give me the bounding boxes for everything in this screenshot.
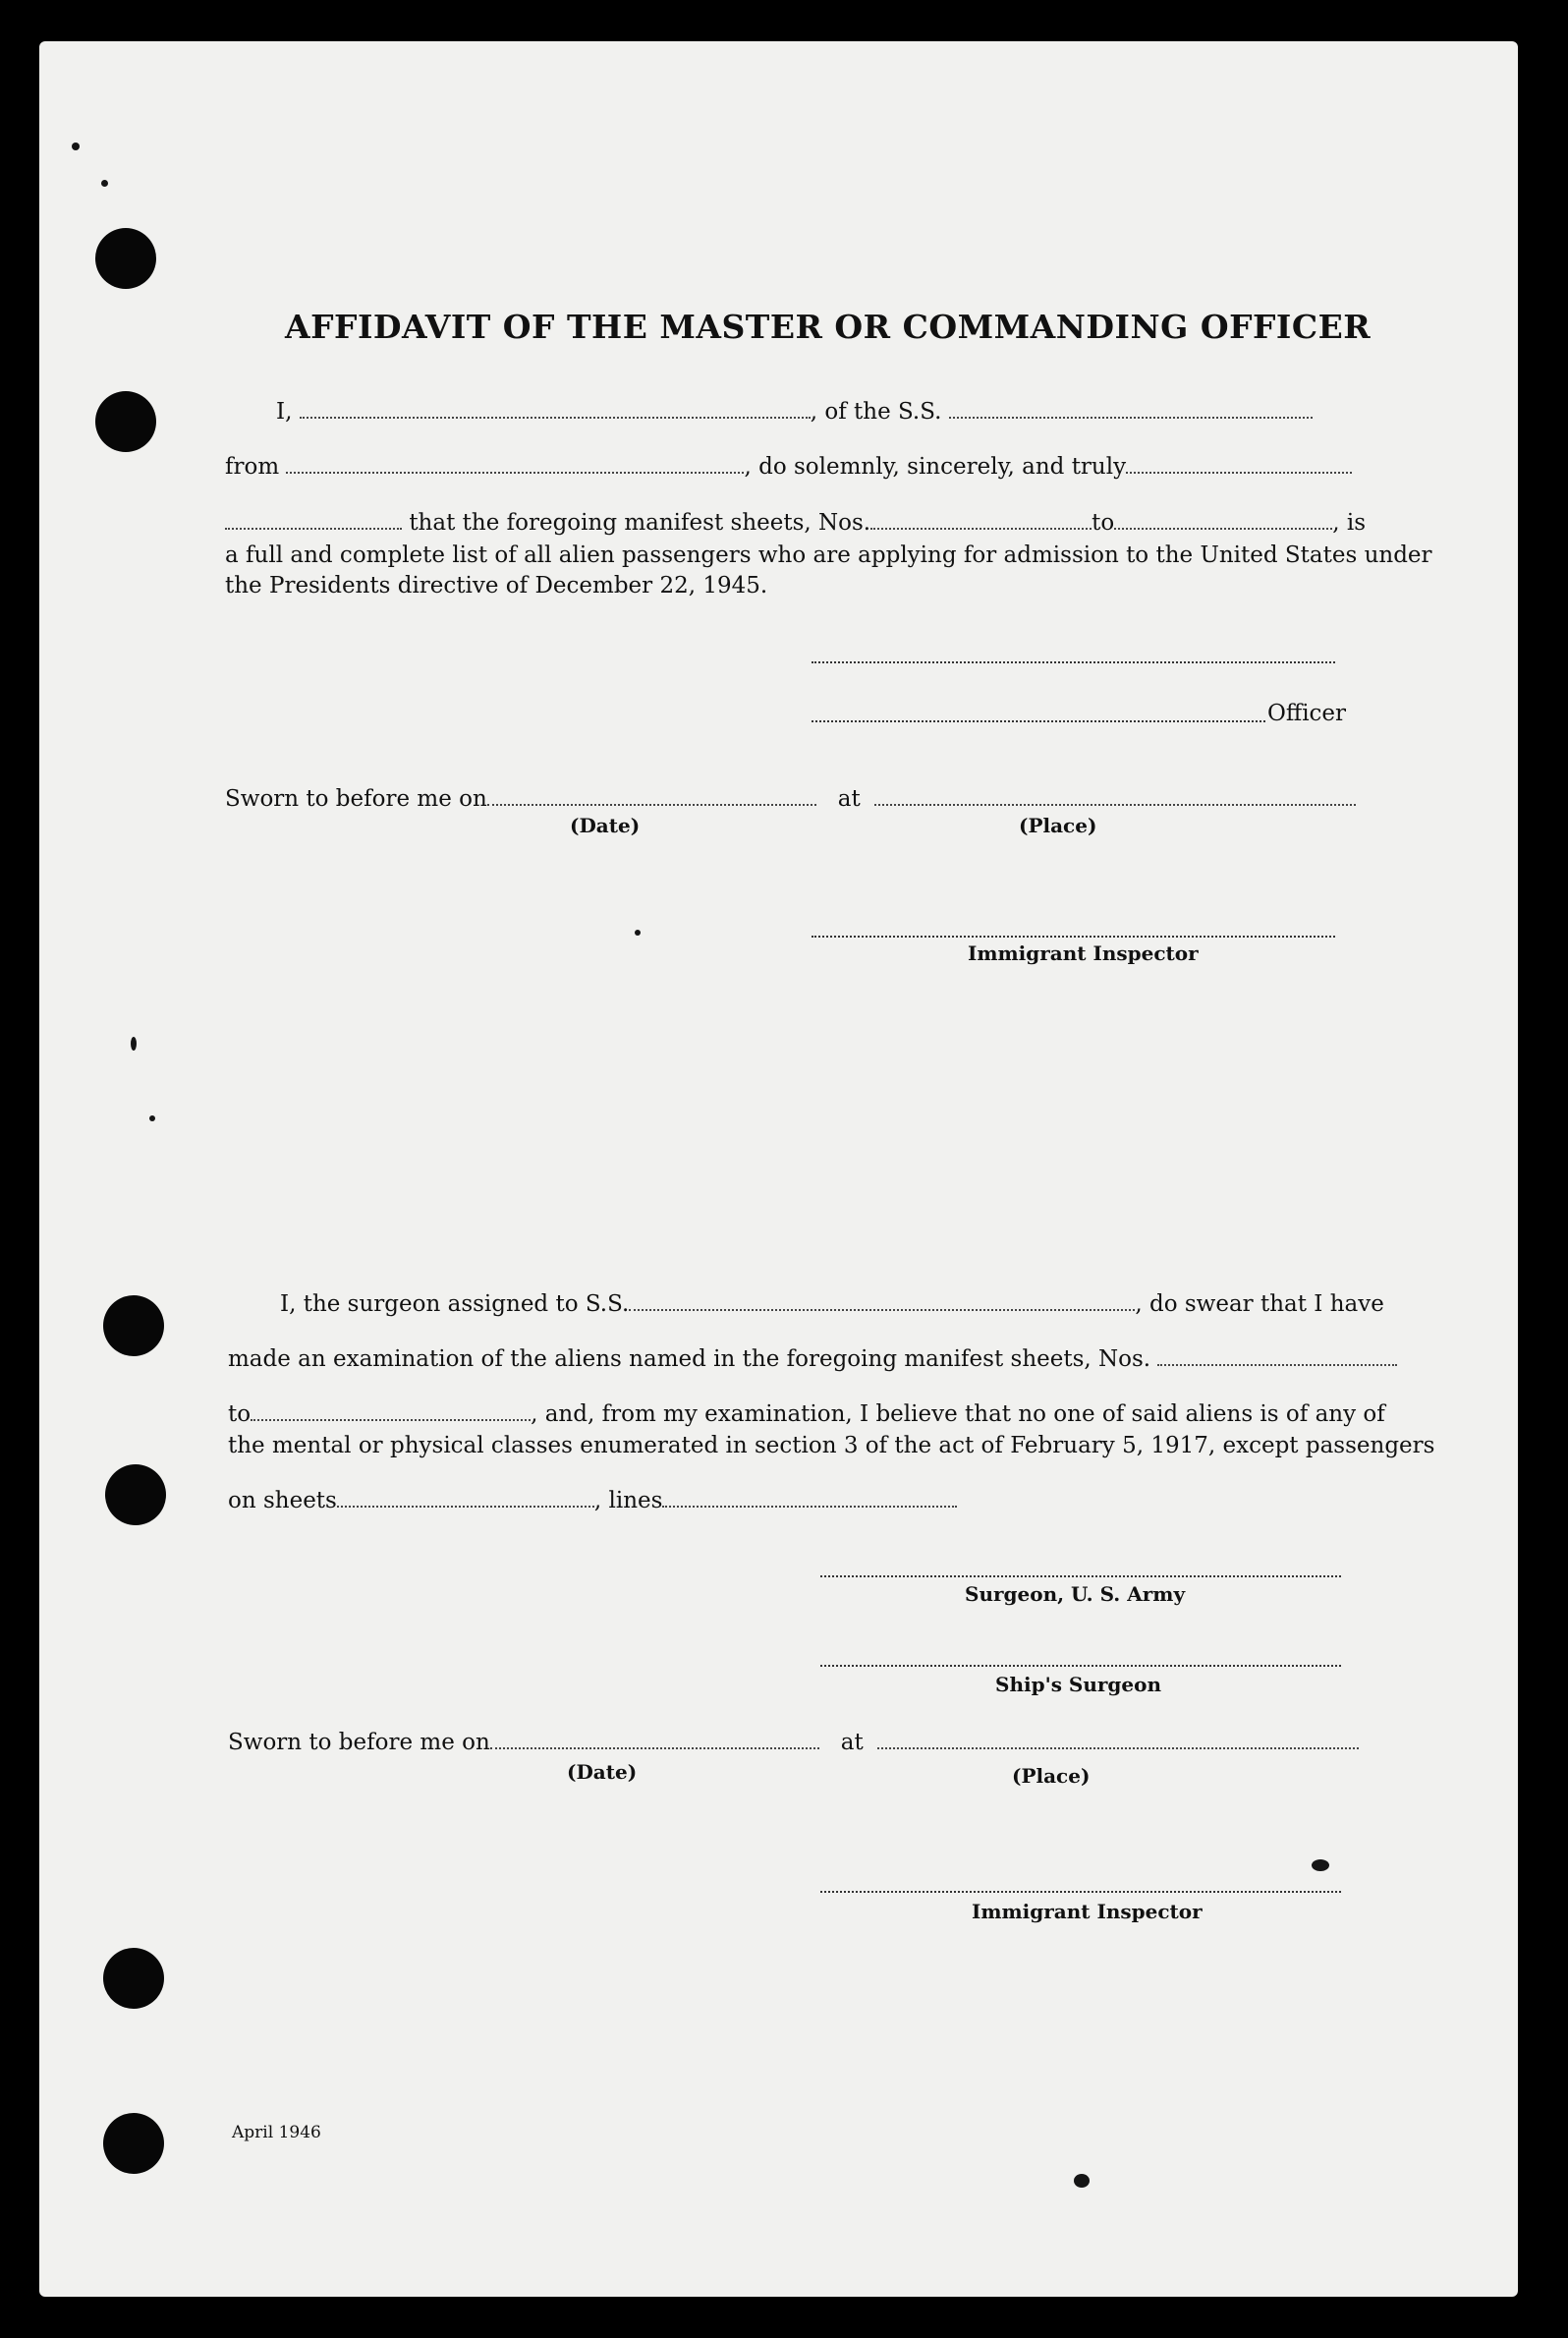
surgeon-l5-b: , lines xyxy=(593,1488,663,1513)
army-surgeon-signature-line[interactable] xyxy=(820,1575,1341,1577)
ink-speck xyxy=(101,180,108,187)
master-name-field[interactable] xyxy=(300,417,811,419)
surgeon-l5-a: on sheets xyxy=(228,1488,337,1513)
surgeon-l3-a: to xyxy=(228,1401,252,1427)
master-ship-field[interactable] xyxy=(949,417,1313,419)
master-inspector-line[interactable] xyxy=(812,936,1335,938)
master-oath-word-field[interactable] xyxy=(225,528,402,530)
surgeon-sheets-to-field[interactable] xyxy=(251,1419,531,1421)
surgeon-place-caption: (Place) xyxy=(1012,1764,1091,1788)
surgeon-sworn-label: Sworn to before me on xyxy=(228,1730,490,1755)
surgeon-l3-b: , and, from my examination, I believe that no one of said aliens is of any of xyxy=(531,1401,1385,1427)
surgeon-sworn-place-field[interactable] xyxy=(877,1747,1359,1749)
ink-speck xyxy=(149,1115,155,1121)
ink-speck xyxy=(1074,2174,1090,2188)
master-l2-b: , do solemnly, sincerely, and truly xyxy=(744,454,1127,480)
form-title: AFFIDAVIT OF THE MASTER OR COMMANDING OFFICER xyxy=(285,308,1372,346)
surgeon-line-1 xyxy=(280,1293,1384,1316)
master-from-field[interactable] xyxy=(286,472,744,474)
punch-hole xyxy=(103,2113,164,2174)
surgeon-line-4: the mental or physical classes enumerated in section 3 of the act of February 5, 1917, except passengers xyxy=(228,1433,1435,1458)
surgeon-inspector-label: Immigrant Inspector xyxy=(972,1900,1203,1923)
form-revision-date: April 1946 xyxy=(232,2123,321,2142)
army-surgeon-label: Surgeon, U. S. Army xyxy=(965,1582,1186,1606)
master-l1-b: , of the S.S. xyxy=(810,399,942,425)
master-oath-field[interactable] xyxy=(1126,472,1352,474)
form-page xyxy=(39,41,1518,2297)
surgeon-line-2 xyxy=(228,1348,1397,1371)
master-line-4: a full and complete list of all alien passengers who are applying for admission to the United States under xyxy=(225,542,1432,568)
master-l2-a: from xyxy=(225,454,280,480)
surgeon-inspector-line[interactable] xyxy=(820,1891,1341,1893)
ship-surgeon-label: Ship's Surgeon xyxy=(995,1673,1162,1696)
surgeon-sworn-date-field[interactable] xyxy=(490,1747,819,1749)
master-sheets-from-field[interactable] xyxy=(870,528,1092,530)
master-at-label: at xyxy=(837,786,861,812)
master-sworn-label: Sworn to before me on xyxy=(225,786,487,812)
surgeon-exception-lines-field[interactable] xyxy=(662,1506,957,1508)
ink-speck xyxy=(72,143,80,150)
punch-hole xyxy=(105,1464,166,1525)
master-l3-c: , is xyxy=(1332,510,1366,536)
surgeon-l1-a: I, the surgeon assigned to S.S. xyxy=(280,1291,630,1317)
punch-hole xyxy=(95,391,156,452)
master-sworn-line xyxy=(225,788,1356,811)
master-sheets-to-field[interactable] xyxy=(1114,528,1332,530)
master-sworn-date-field[interactable] xyxy=(487,804,816,806)
master-date-caption: (Date) xyxy=(570,814,641,837)
master-l1-a: I, xyxy=(276,399,293,425)
surgeon-at-label: at xyxy=(840,1730,864,1755)
surgeon-date-caption: (Date) xyxy=(567,1760,638,1784)
surgeon-sworn-line xyxy=(228,1732,1359,1754)
surgeon-line-3 xyxy=(228,1403,1385,1426)
ship-surgeon-signature-line[interactable] xyxy=(820,1665,1341,1667)
ink-speck xyxy=(131,1037,137,1051)
ink-speck xyxy=(1312,1859,1329,1871)
punch-hole xyxy=(95,228,156,289)
master-l3-b: to xyxy=(1092,510,1115,536)
officer-label: Officer xyxy=(1267,701,1347,726)
master-inspector-label: Immigrant Inspector xyxy=(968,941,1199,965)
punch-hole xyxy=(103,1295,164,1356)
master-line-3 xyxy=(225,512,1366,535)
master-line-1 xyxy=(276,401,1313,424)
surgeon-exception-sheets-field[interactable] xyxy=(337,1506,594,1508)
surgeon-l1-b: , do swear that I have xyxy=(1135,1291,1384,1317)
master-sworn-place-field[interactable] xyxy=(874,804,1356,806)
ink-speck xyxy=(635,930,641,936)
surgeon-ship-field[interactable] xyxy=(629,1309,1135,1311)
master-signature-line-1[interactable] xyxy=(812,661,1335,663)
punch-hole xyxy=(103,1948,164,2009)
master-signature-line-2[interactable] xyxy=(812,720,1265,722)
surgeon-l2-a: made an examination of the aliens named in the foregoing manifest sheets, Nos. xyxy=(228,1346,1151,1372)
master-line-2 xyxy=(225,456,1352,479)
surgeon-line-5 xyxy=(228,1490,957,1512)
master-line-5: the Presidents directive of December 22, 1945. xyxy=(225,573,768,599)
surgeon-sheets-from-field[interactable] xyxy=(1157,1364,1397,1366)
master-place-caption: (Place) xyxy=(1019,814,1097,837)
master-l3-a: that the foregoing manifest sheets, Nos. xyxy=(409,510,871,536)
